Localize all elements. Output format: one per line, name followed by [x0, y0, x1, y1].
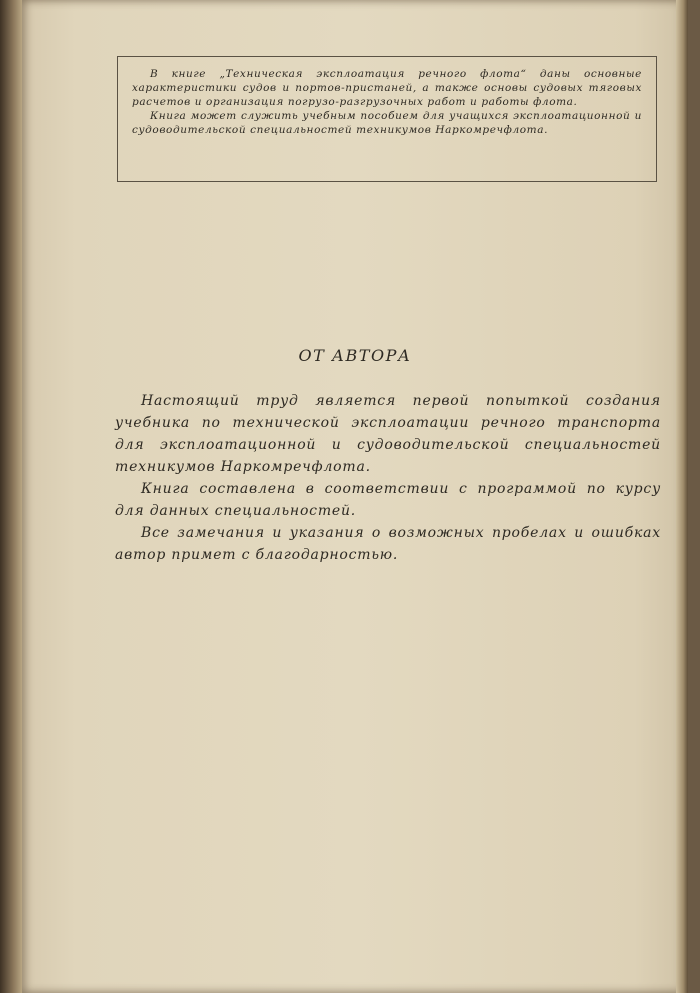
- book-page: [22, 0, 688, 993]
- page-edge-shadow: [676, 0, 688, 993]
- annotation-paragraph: Книга может служить учебным пособием для учащихся эксплоатационной и судоводительской специальностей техникумов Наркомречфлота.: [132, 110, 642, 136]
- annotation-paragraph: В книге „Техническая эксплоатация речного флота“ даны основные характеристики судов и портов-пристаней, а также основы судовых тяговых расчетов и организация погрузо-разгрузочных работ и работы флота.: [132, 68, 642, 108]
- preface-paragraph: Все замечания и указания о возможных пробелах и ошибках автор примет с благодарностью.: [115, 525, 661, 563]
- preface-body: [115, 390, 661, 566]
- preface-paragraph: Книга составлена в соответствии с программой по курсу для данных специальностей.: [115, 481, 661, 519]
- annotation-box: [117, 56, 657, 182]
- book-spine: [0, 0, 22, 993]
- preface-title: ОТ АВТОРА: [298, 346, 412, 365]
- preface-paragraph: Настоящий труд является первой попыткой создания учебника по технической эксплоатации речного транспорта для эксплоатационной и судоводительской специальностей техникумов Наркомречфлота.: [115, 393, 661, 475]
